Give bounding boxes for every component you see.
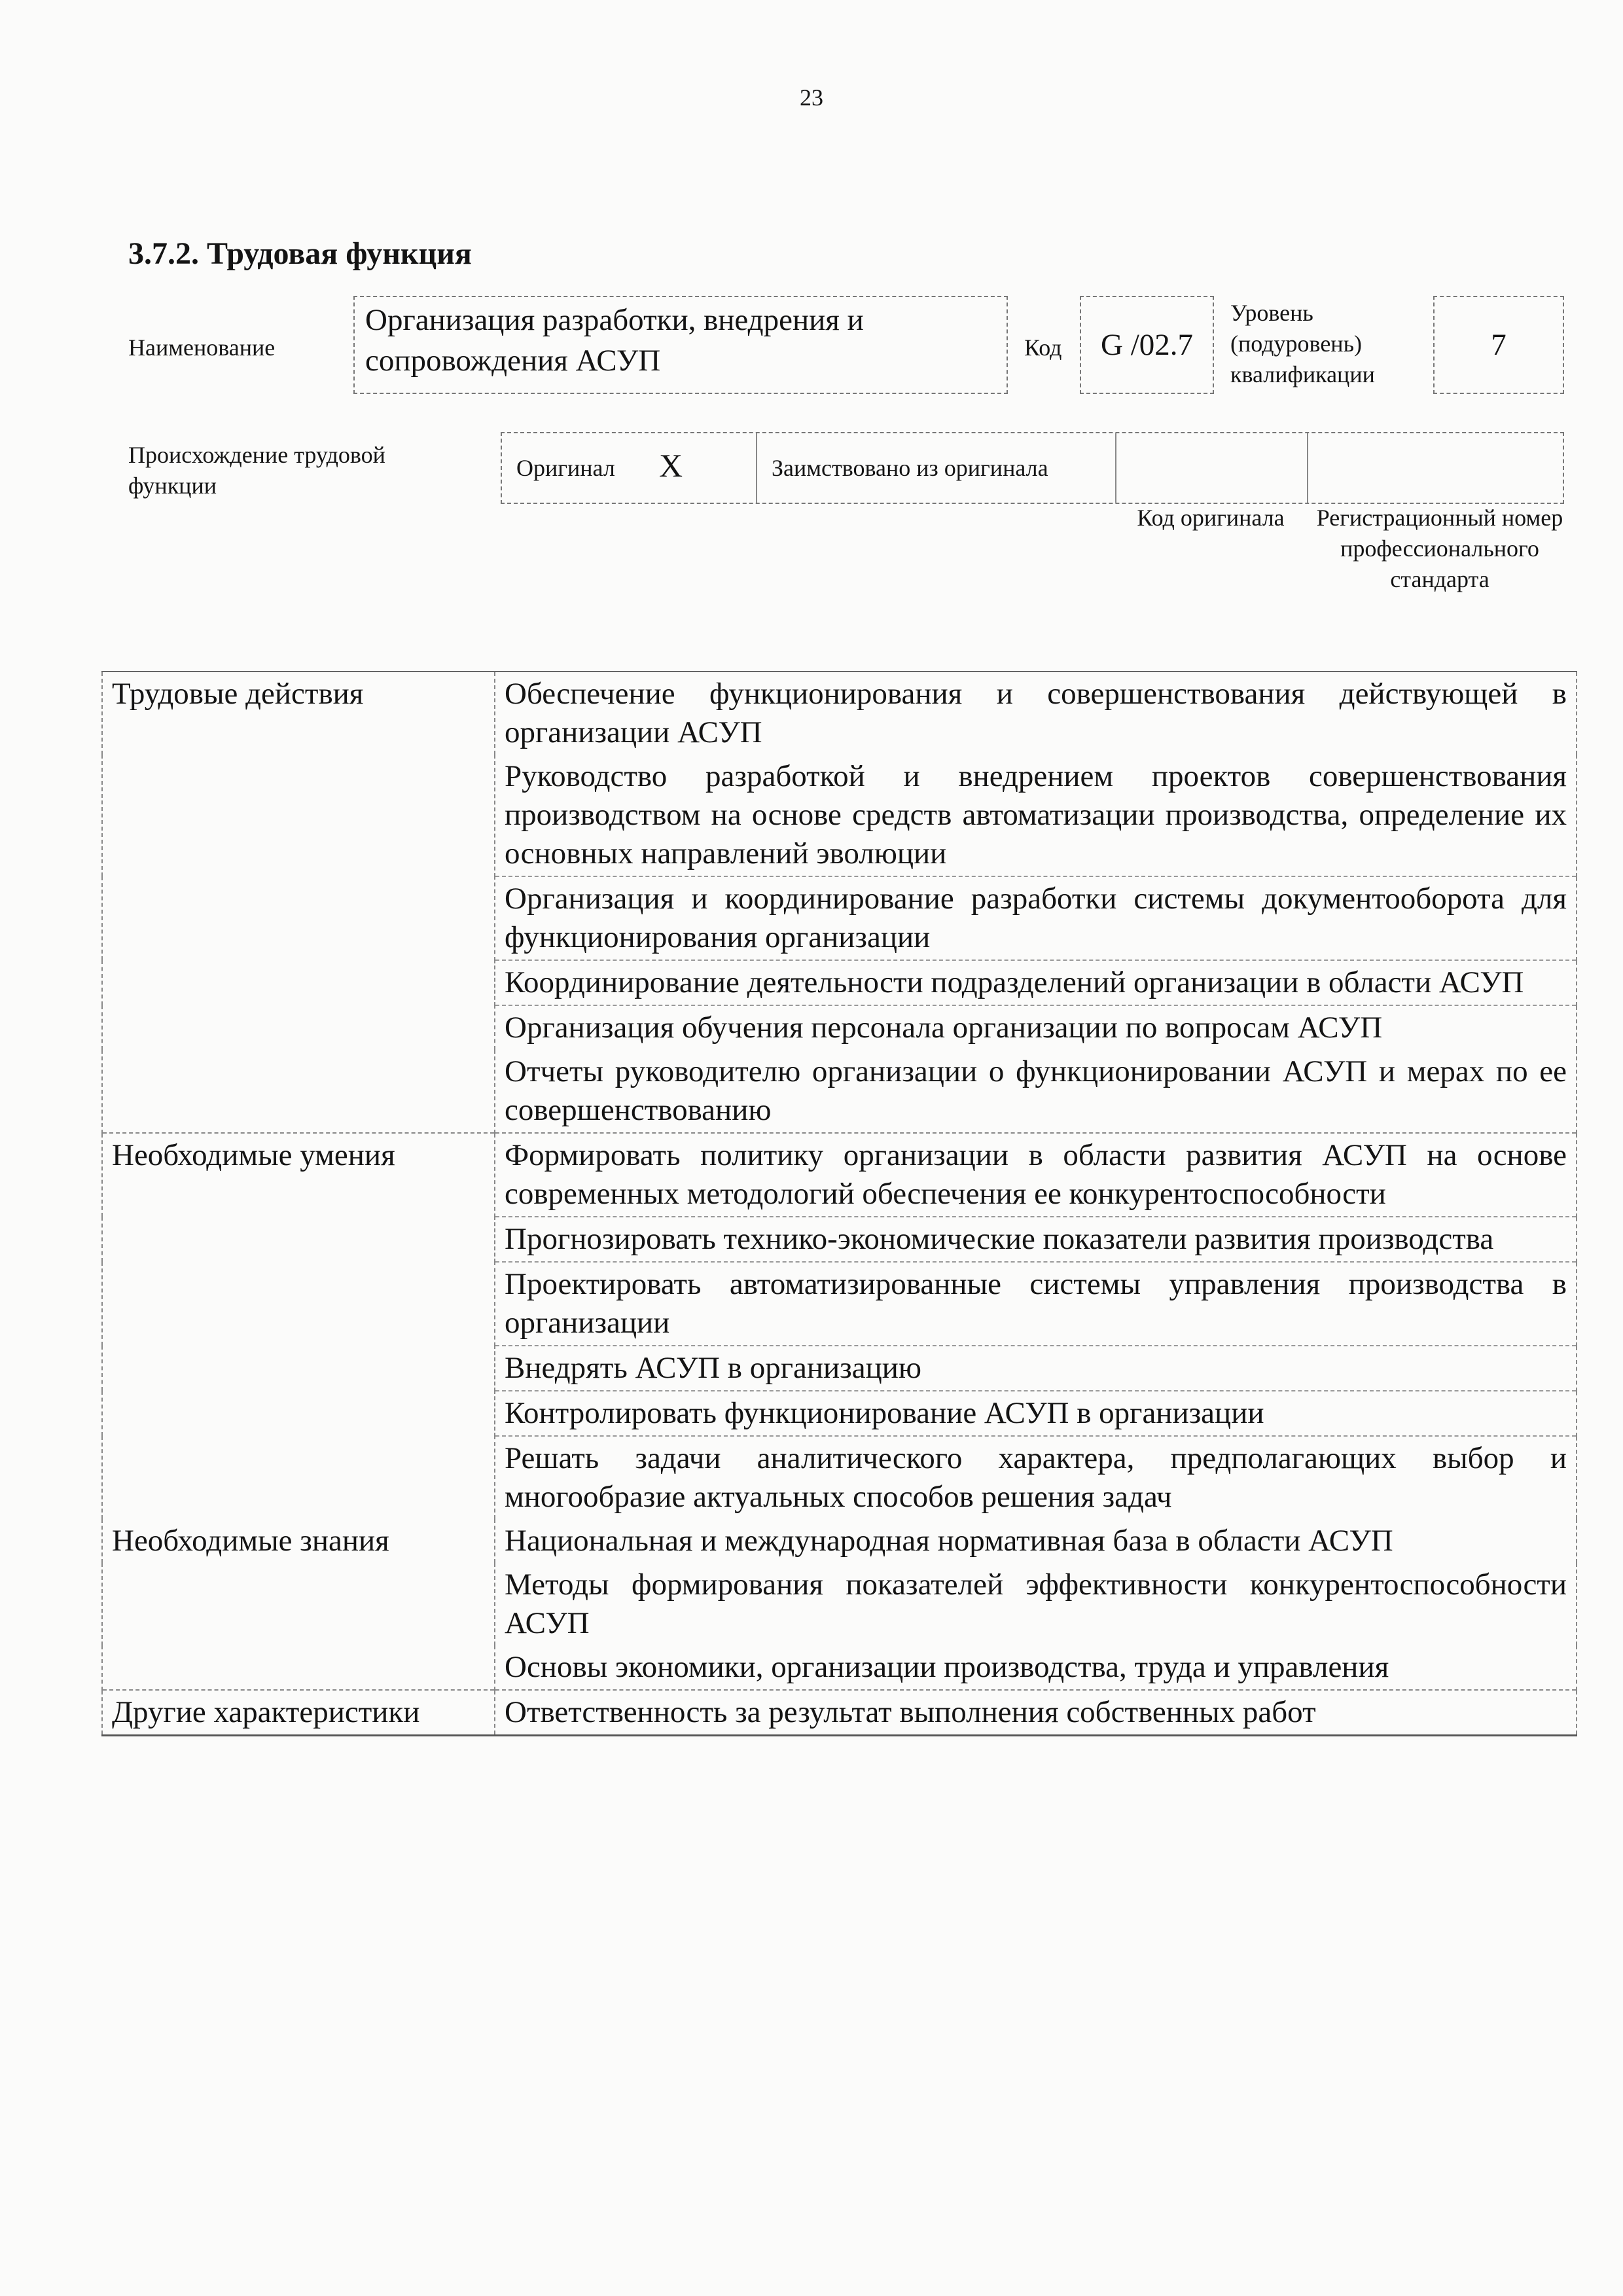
origin-divider-1 — [756, 433, 757, 503]
table-cell: Прогнозировать технико-экономические показатели развития производства — [495, 1217, 1577, 1262]
group-title-actions: Трудовые действия — [102, 672, 495, 1133]
group-title-knowledge: Необходимые знания — [102, 1519, 495, 1690]
table-cell: Организация и координирование разработки системы документооборота для функционирования организации — [495, 876, 1577, 960]
table-cell: Руководство разработкой и внедрением проектов совершенствования производством на основе средств автоматизации производства, определение их основных направлений эволюции — [495, 755, 1577, 876]
group-title-other: Другие характеристики — [102, 1690, 495, 1736]
table-cell: Обеспечение функционирования и совершенствования действующей в организации АСУП — [495, 672, 1577, 755]
level-value-box — [1433, 296, 1564, 394]
origin-divider-2 — [1115, 433, 1116, 503]
code-value: G /02.7 — [1101, 328, 1193, 362]
origin-label: Происхождение трудовой функции — [128, 442, 385, 499]
name-label: Наименование — [128, 334, 276, 361]
origin-row — [501, 432, 1564, 504]
table-cell: Отчеты руководителю организации о функционировании АСУП и мерах по ее совершенствованию — [495, 1050, 1577, 1133]
code-value-box — [1080, 296, 1214, 394]
reg-number-caption: Регистрационный номер профессионального стандарта — [1316, 505, 1563, 592]
table-cell: Внедрять АСУП в организацию — [495, 1346, 1577, 1391]
table-cell: Методы формирования показателей эффективности конкурентоспособности АСУП — [495, 1563, 1577, 1645]
table-cell: Организация обучения персонала организации по вопросам АСУП — [495, 1005, 1577, 1050]
name-value: Организация разработки, внедрения и сопровождения АСУП — [365, 303, 864, 378]
table-cell: Национальная и международная нормативная база в области АСУП — [495, 1519, 1577, 1563]
table-row — [102, 1519, 1577, 1563]
table-row — [102, 1690, 1577, 1736]
original-label: Оригинал — [516, 455, 615, 481]
table-row — [102, 672, 1577, 755]
table-cell: Проектировать автоматизированные системы управления производства в организации — [495, 1262, 1577, 1346]
group-title-skills: Необходимые умения — [102, 1133, 495, 1519]
origin-divider-3 — [1307, 433, 1308, 503]
code-original-caption: Код оригинала — [1137, 505, 1285, 531]
section-title: 3.7.2. Трудовая функция — [128, 236, 472, 271]
table-cell: Основы экономики, организации производства, труда и управления — [495, 1645, 1577, 1690]
original-mark: X — [659, 447, 683, 484]
code-label: Код — [1024, 334, 1062, 361]
table-cell: Координирование деятельности подразделений организации в области АСУП — [495, 960, 1577, 1005]
borrowed-label: Заимствовано из оригинала — [772, 455, 1048, 481]
table-row — [102, 1133, 1577, 1217]
table-cell: Решать задачи аналитического характера, предполагающих выбор и многообразие актуальных способов решения задач — [495, 1436, 1577, 1519]
name-value-box — [353, 296, 1008, 394]
table-cell: Формировать политику организации в области развития АСУП на основе современных методологий обеспечения ее конкурентоспособности — [495, 1133, 1577, 1217]
table-cell: Ответственность за результат выполнения собственных работ — [495, 1690, 1577, 1736]
level-value: 7 — [1491, 328, 1507, 362]
page-number: 23 — [800, 84, 823, 111]
table-cell: Контролировать функционирование АСУП в организации — [495, 1391, 1577, 1436]
level-label: Уровень (подуровень) квалификации — [1230, 300, 1375, 387]
function-table — [101, 671, 1577, 1736]
